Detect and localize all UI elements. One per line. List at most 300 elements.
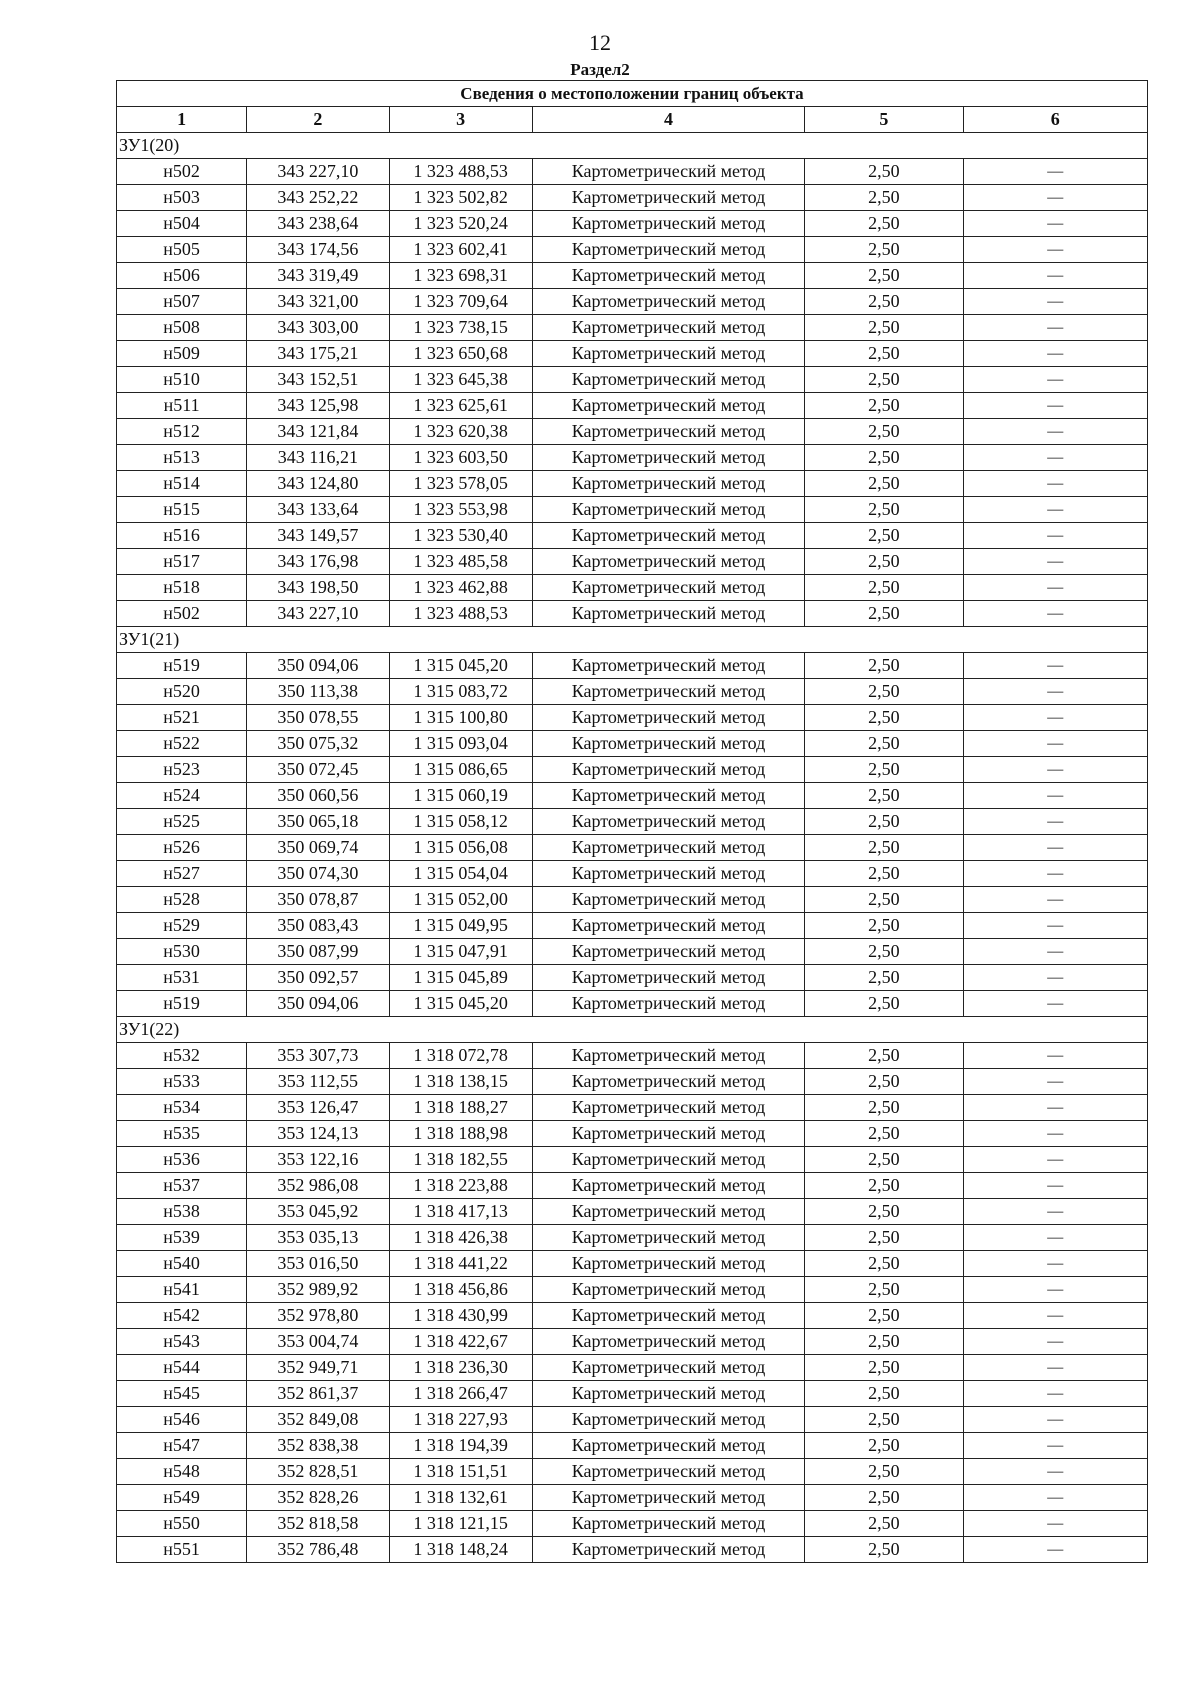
accuracy-cell: 2,50 [805,1433,963,1459]
y-coordinate-cell: 1 315 045,20 [389,991,532,1017]
y-coordinate-cell: 1 318 266,47 [389,1381,532,1407]
accuracy-cell: 2,50 [805,237,963,263]
section-title: Раздел2 [570,60,630,79]
x-coordinate-cell: 350 075,32 [247,731,389,757]
table-row [117,1433,1148,1459]
y-coordinate-cell: 1 318 138,15 [389,1069,532,1095]
method-cell: Картометрический метод [532,1147,805,1173]
point-label-cell: н550 [117,1511,247,1537]
accuracy-cell: 2,50 [805,757,963,783]
point-label-cell: н548 [117,1459,247,1485]
y-coordinate-cell: 1 323 603,50 [389,445,532,471]
description-cell: — [963,185,1147,211]
description-cell: — [963,445,1147,471]
table-row [117,1225,1148,1251]
y-coordinate-cell: 1 323 645,38 [389,367,532,393]
y-coordinate-cell: 1 323 602,41 [389,237,532,263]
description-cell: — [963,523,1147,549]
description-cell: — [963,1043,1147,1069]
y-coordinate-cell: 1 323 520,24 [389,211,532,237]
boundary-coordinates-table [116,80,1148,1563]
table-row [117,757,1148,783]
table-row [117,159,1148,185]
method-cell: Картометрический метод [532,1537,805,1563]
point-label-cell: н502 [117,601,247,627]
x-coordinate-cell: 353 016,50 [247,1251,389,1277]
table-row [117,523,1148,549]
method-cell: Картометрический метод [532,601,805,627]
point-label-cell: н547 [117,1433,247,1459]
y-coordinate-cell: 1 315 056,08 [389,835,532,861]
description-cell: — [963,419,1147,445]
table-row [117,1485,1148,1511]
method-cell: Картометрический метод [532,211,805,237]
x-coordinate-cell: 343 238,64 [247,211,389,237]
method-cell: Картометрический метод [532,1173,805,1199]
y-coordinate-cell: 1 323 709,64 [389,289,532,315]
y-coordinate-cell: 1 318 426,38 [389,1225,532,1251]
table-row [117,887,1148,913]
point-label-cell: н539 [117,1225,247,1251]
y-coordinate-cell: 1 323 462,88 [389,575,532,601]
y-coordinate-cell: 1 318 188,98 [389,1121,532,1147]
y-coordinate-cell: 1 315 058,12 [389,809,532,835]
group-label: ЗУ1(20) [117,133,1148,159]
y-coordinate-cell: 1 315 086,65 [389,757,532,783]
description-cell: — [963,601,1147,627]
accuracy-cell: 2,50 [805,185,963,211]
y-coordinate-cell: 1 318 072,78 [389,1043,532,1069]
table-row [117,601,1148,627]
description-cell: — [963,575,1147,601]
description-cell: — [963,1147,1147,1173]
x-coordinate-cell: 350 094,06 [247,653,389,679]
group-row [117,1017,1148,1043]
point-label-cell: н508 [117,315,247,341]
point-label-cell: н503 [117,185,247,211]
method-cell: Картометрический метод [532,1121,805,1147]
y-coordinate-cell: 1 323 488,53 [389,159,532,185]
column-header-4: 4 [532,107,805,133]
x-coordinate-cell: 343 319,49 [247,263,389,289]
method-cell: Картометрический метод [532,1433,805,1459]
description-cell: — [963,237,1147,263]
point-label-cell: н525 [117,809,247,835]
method-cell: Картометрический метод [532,237,805,263]
method-cell: Картометрический метод [532,549,805,575]
method-cell: Картометрический метод [532,1459,805,1485]
point-label-cell: н528 [117,887,247,913]
description-cell: — [963,1225,1147,1251]
x-coordinate-cell: 343 152,51 [247,367,389,393]
table-row [117,783,1148,809]
accuracy-cell: 2,50 [805,341,963,367]
method-cell: Картометрический метод [532,783,805,809]
y-coordinate-cell: 1 315 045,89 [389,965,532,991]
description-cell: — [963,497,1147,523]
y-coordinate-cell: 1 315 100,80 [389,705,532,731]
accuracy-cell: 2,50 [805,861,963,887]
point-label-cell: н516 [117,523,247,549]
method-cell: Картометрический метод [532,471,805,497]
method-cell: Картометрический метод [532,419,805,445]
column-header-5: 5 [805,107,963,133]
x-coordinate-cell: 343 125,98 [247,393,389,419]
description-cell: — [963,471,1147,497]
point-label-cell: н530 [117,939,247,965]
y-coordinate-cell: 1 318 148,24 [389,1537,532,1563]
x-coordinate-cell: 353 124,13 [247,1121,389,1147]
x-coordinate-cell: 352 849,08 [247,1407,389,1433]
accuracy-cell: 2,50 [805,1329,963,1355]
description-cell: — [963,809,1147,835]
column-header-6: 6 [963,107,1147,133]
y-coordinate-cell: 1 318 223,88 [389,1173,532,1199]
method-cell: Картометрический метод [532,1225,805,1251]
y-coordinate-cell: 1 318 236,30 [389,1355,532,1381]
y-coordinate-cell: 1 318 430,99 [389,1303,532,1329]
table-row [117,1095,1148,1121]
table-row [117,1355,1148,1381]
description-cell: — [963,679,1147,705]
point-label-cell: н510 [117,367,247,393]
method-cell: Картометрический метод [532,1095,805,1121]
description-cell: — [963,757,1147,783]
point-label-cell: н502 [117,159,247,185]
column-header-3: 3 [389,107,532,133]
y-coordinate-cell: 1 323 620,38 [389,419,532,445]
x-coordinate-cell: 343 149,57 [247,523,389,549]
method-cell: Картометрический метод [532,1329,805,1355]
accuracy-cell: 2,50 [805,549,963,575]
column-header-row [117,107,1148,133]
method-cell: Картометрический метод [532,315,805,341]
method-cell: Картометрический метод [532,991,805,1017]
accuracy-cell: 2,50 [805,1043,963,1069]
y-coordinate-cell: 1 315 049,95 [389,913,532,939]
point-label-cell: н518 [117,575,247,601]
method-cell: Картометрический метод [532,445,805,471]
method-cell: Картометрический метод [532,575,805,601]
method-cell: Картометрический метод [532,939,805,965]
point-label-cell: н529 [117,913,247,939]
accuracy-cell: 2,50 [805,1069,963,1095]
x-coordinate-cell: 350 113,38 [247,679,389,705]
point-label-cell: н536 [117,1147,247,1173]
table-row [117,393,1148,419]
description-cell: — [963,783,1147,809]
description-cell: — [963,315,1147,341]
y-coordinate-cell: 1 323 485,58 [389,549,532,575]
table-row [117,1069,1148,1095]
point-label-cell: н527 [117,861,247,887]
x-coordinate-cell: 352 786,48 [247,1537,389,1563]
x-coordinate-cell: 350 092,57 [247,965,389,991]
accuracy-cell: 2,50 [805,1407,963,1433]
accuracy-cell: 2,50 [805,783,963,809]
x-coordinate-cell: 343 175,21 [247,341,389,367]
table-row [117,549,1148,575]
table-row [117,419,1148,445]
description-cell: — [963,1355,1147,1381]
method-cell: Картометрический метод [532,1043,805,1069]
y-coordinate-cell: 1 323 578,05 [389,471,532,497]
accuracy-cell: 2,50 [805,887,963,913]
accuracy-cell: 2,50 [805,913,963,939]
description-cell: — [963,159,1147,185]
method-cell: Картометрический метод [532,757,805,783]
column-header-1: 1 [117,107,247,133]
description-cell: — [963,393,1147,419]
y-coordinate-cell: 1 315 083,72 [389,679,532,705]
accuracy-cell: 2,50 [805,1095,963,1121]
x-coordinate-cell: 343 121,84 [247,419,389,445]
x-coordinate-cell: 350 078,87 [247,887,389,913]
description-cell: — [963,367,1147,393]
table-row [117,341,1148,367]
table-row [117,1511,1148,1537]
y-coordinate-cell: 1 318 121,15 [389,1511,532,1537]
x-coordinate-cell: 352 861,37 [247,1381,389,1407]
x-coordinate-cell: 353 122,16 [247,1147,389,1173]
method-cell: Картометрический метод [532,1303,805,1329]
table-row [117,861,1148,887]
x-coordinate-cell: 352 989,92 [247,1277,389,1303]
x-coordinate-cell: 343 227,10 [247,159,389,185]
x-coordinate-cell: 352 949,71 [247,1355,389,1381]
method-cell: Картометрический метод [532,341,805,367]
point-label-cell: н507 [117,289,247,315]
accuracy-cell: 2,50 [805,809,963,835]
method-cell: Картометрический метод [532,731,805,757]
description-cell: — [963,1537,1147,1563]
table-row [117,679,1148,705]
method-cell: Картометрический метод [532,965,805,991]
method-cell: Картометрический метод [532,263,805,289]
table-row [117,211,1148,237]
table-row [117,289,1148,315]
accuracy-cell: 2,50 [805,315,963,341]
x-coordinate-cell: 353 035,13 [247,1225,389,1251]
description-cell: — [963,263,1147,289]
point-label-cell: н517 [117,549,247,575]
x-coordinate-cell: 350 094,06 [247,991,389,1017]
point-label-cell: н514 [117,471,247,497]
y-coordinate-cell: 1 315 047,91 [389,939,532,965]
method-cell: Картометрический метод [532,679,805,705]
y-coordinate-cell: 1 318 182,55 [389,1147,532,1173]
point-label-cell: н543 [117,1329,247,1355]
table-row [117,445,1148,471]
method-cell: Картометрический метод [532,1381,805,1407]
table-row [117,1381,1148,1407]
accuracy-cell: 2,50 [805,939,963,965]
accuracy-cell: 2,50 [805,1459,963,1485]
group-label: ЗУ1(21) [117,627,1148,653]
y-coordinate-cell: 1 323 488,53 [389,601,532,627]
point-label-cell: н506 [117,263,247,289]
column-header-2: 2 [247,107,389,133]
accuracy-cell: 2,50 [805,1199,963,1225]
table-row [117,315,1148,341]
description-cell: — [963,1407,1147,1433]
x-coordinate-cell: 343 176,98 [247,549,389,575]
y-coordinate-cell: 1 318 194,39 [389,1433,532,1459]
point-label-cell: н526 [117,835,247,861]
y-coordinate-cell: 1 315 054,04 [389,861,532,887]
accuracy-cell: 2,50 [805,1537,963,1563]
accuracy-cell: 2,50 [805,1121,963,1147]
x-coordinate-cell: 343 303,00 [247,315,389,341]
table-row [117,1251,1148,1277]
x-coordinate-cell: 343 116,21 [247,445,389,471]
description-cell: — [963,289,1147,315]
table-head [117,81,1148,133]
point-label-cell: н533 [117,1069,247,1095]
point-label-cell: н541 [117,1277,247,1303]
accuracy-cell: 2,50 [805,393,963,419]
table-row [117,1459,1148,1485]
accuracy-cell: 2,50 [805,1251,963,1277]
point-label-cell: н519 [117,991,247,1017]
x-coordinate-cell: 350 060,56 [247,783,389,809]
accuracy-cell: 2,50 [805,575,963,601]
table-row [117,497,1148,523]
table-row [117,263,1148,289]
method-cell: Картометрический метод [532,653,805,679]
point-label-cell: н524 [117,783,247,809]
method-cell: Картометрический метод [532,393,805,419]
y-coordinate-cell: 1 318 227,93 [389,1407,532,1433]
description-cell: — [963,991,1147,1017]
x-coordinate-cell: 352 828,51 [247,1459,389,1485]
group-row [117,627,1148,653]
description-cell: — [963,549,1147,575]
y-coordinate-cell: 1 318 417,13 [389,1199,532,1225]
method-cell: Картометрический метод [532,913,805,939]
x-coordinate-cell: 350 087,99 [247,939,389,965]
y-coordinate-cell: 1 318 456,86 [389,1277,532,1303]
description-cell: — [963,1381,1147,1407]
y-coordinate-cell: 1 323 650,68 [389,341,532,367]
point-label-cell: н538 [117,1199,247,1225]
method-cell: Картометрический метод [532,523,805,549]
method-cell: Картометрический метод [532,705,805,731]
description-cell: — [963,1095,1147,1121]
method-cell: Картометрический метод [532,289,805,315]
accuracy-cell: 2,50 [805,419,963,445]
point-label-cell: н540 [117,1251,247,1277]
x-coordinate-cell: 353 112,55 [247,1069,389,1095]
point-label-cell: н537 [117,1173,247,1199]
description-cell: — [963,939,1147,965]
table-caption: Сведения о местоположении границ объекта [117,81,1148,107]
point-label-cell: н535 [117,1121,247,1147]
table-row [117,913,1148,939]
point-label-cell: н534 [117,1095,247,1121]
table-row [117,1329,1148,1355]
y-coordinate-cell: 1 315 052,00 [389,887,532,913]
table-row [117,731,1148,757]
x-coordinate-cell: 343 124,80 [247,471,389,497]
description-cell: — [963,1121,1147,1147]
x-coordinate-cell: 352 818,58 [247,1511,389,1537]
point-label-cell: н515 [117,497,247,523]
table-body [117,133,1148,1563]
accuracy-cell: 2,50 [805,705,963,731]
y-coordinate-cell: 1 315 045,20 [389,653,532,679]
description-cell: — [963,913,1147,939]
group-label: ЗУ1(22) [117,1017,1148,1043]
method-cell: Картометрический метод [532,1485,805,1511]
x-coordinate-cell: 350 083,43 [247,913,389,939]
point-label-cell: н549 [117,1485,247,1511]
table-row [117,367,1148,393]
method-cell: Картометрический метод [532,1251,805,1277]
x-coordinate-cell: 350 069,74 [247,835,389,861]
y-coordinate-cell: 1 323 738,15 [389,315,532,341]
description-cell: — [963,1251,1147,1277]
point-label-cell: н505 [117,237,247,263]
x-coordinate-cell: 352 978,80 [247,1303,389,1329]
y-coordinate-cell: 1 318 151,51 [389,1459,532,1485]
accuracy-cell: 2,50 [805,1173,963,1199]
y-coordinate-cell: 1 323 553,98 [389,497,532,523]
point-label-cell: н522 [117,731,247,757]
accuracy-cell: 2,50 [805,1277,963,1303]
description-cell: — [963,1485,1147,1511]
point-label-cell: н551 [117,1537,247,1563]
y-coordinate-cell: 1 318 132,61 [389,1485,532,1511]
description-cell: — [963,1277,1147,1303]
method-cell: Картометрический метод [532,835,805,861]
table-row [117,939,1148,965]
y-coordinate-cell: 1 318 188,27 [389,1095,532,1121]
x-coordinate-cell: 352 838,38 [247,1433,389,1459]
table-row [117,1173,1148,1199]
x-coordinate-cell: 350 074,30 [247,861,389,887]
x-coordinate-cell: 352 986,08 [247,1173,389,1199]
point-label-cell: н519 [117,653,247,679]
description-cell: — [963,1303,1147,1329]
description-cell: — [963,1173,1147,1199]
accuracy-cell: 2,50 [805,471,963,497]
accuracy-cell: 2,50 [805,731,963,757]
table-row [117,1147,1148,1173]
description-cell: — [963,861,1147,887]
point-label-cell: н512 [117,419,247,445]
table-row [117,1121,1148,1147]
x-coordinate-cell: 352 828,26 [247,1485,389,1511]
table-row [117,991,1148,1017]
point-label-cell: н511 [117,393,247,419]
accuracy-cell: 2,50 [805,1511,963,1537]
point-label-cell: н544 [117,1355,247,1381]
table-row [117,965,1148,991]
description-cell: — [963,1069,1147,1095]
y-coordinate-cell: 1 315 060,19 [389,783,532,809]
point-label-cell: н513 [117,445,247,471]
point-label-cell: н523 [117,757,247,783]
group-row [117,133,1148,159]
x-coordinate-cell: 350 065,18 [247,809,389,835]
accuracy-cell: 2,50 [805,1381,963,1407]
accuracy-cell: 2,50 [805,289,963,315]
y-coordinate-cell: 1 323 530,40 [389,523,532,549]
description-cell: — [963,835,1147,861]
accuracy-cell: 2,50 [805,835,963,861]
table-row [117,575,1148,601]
